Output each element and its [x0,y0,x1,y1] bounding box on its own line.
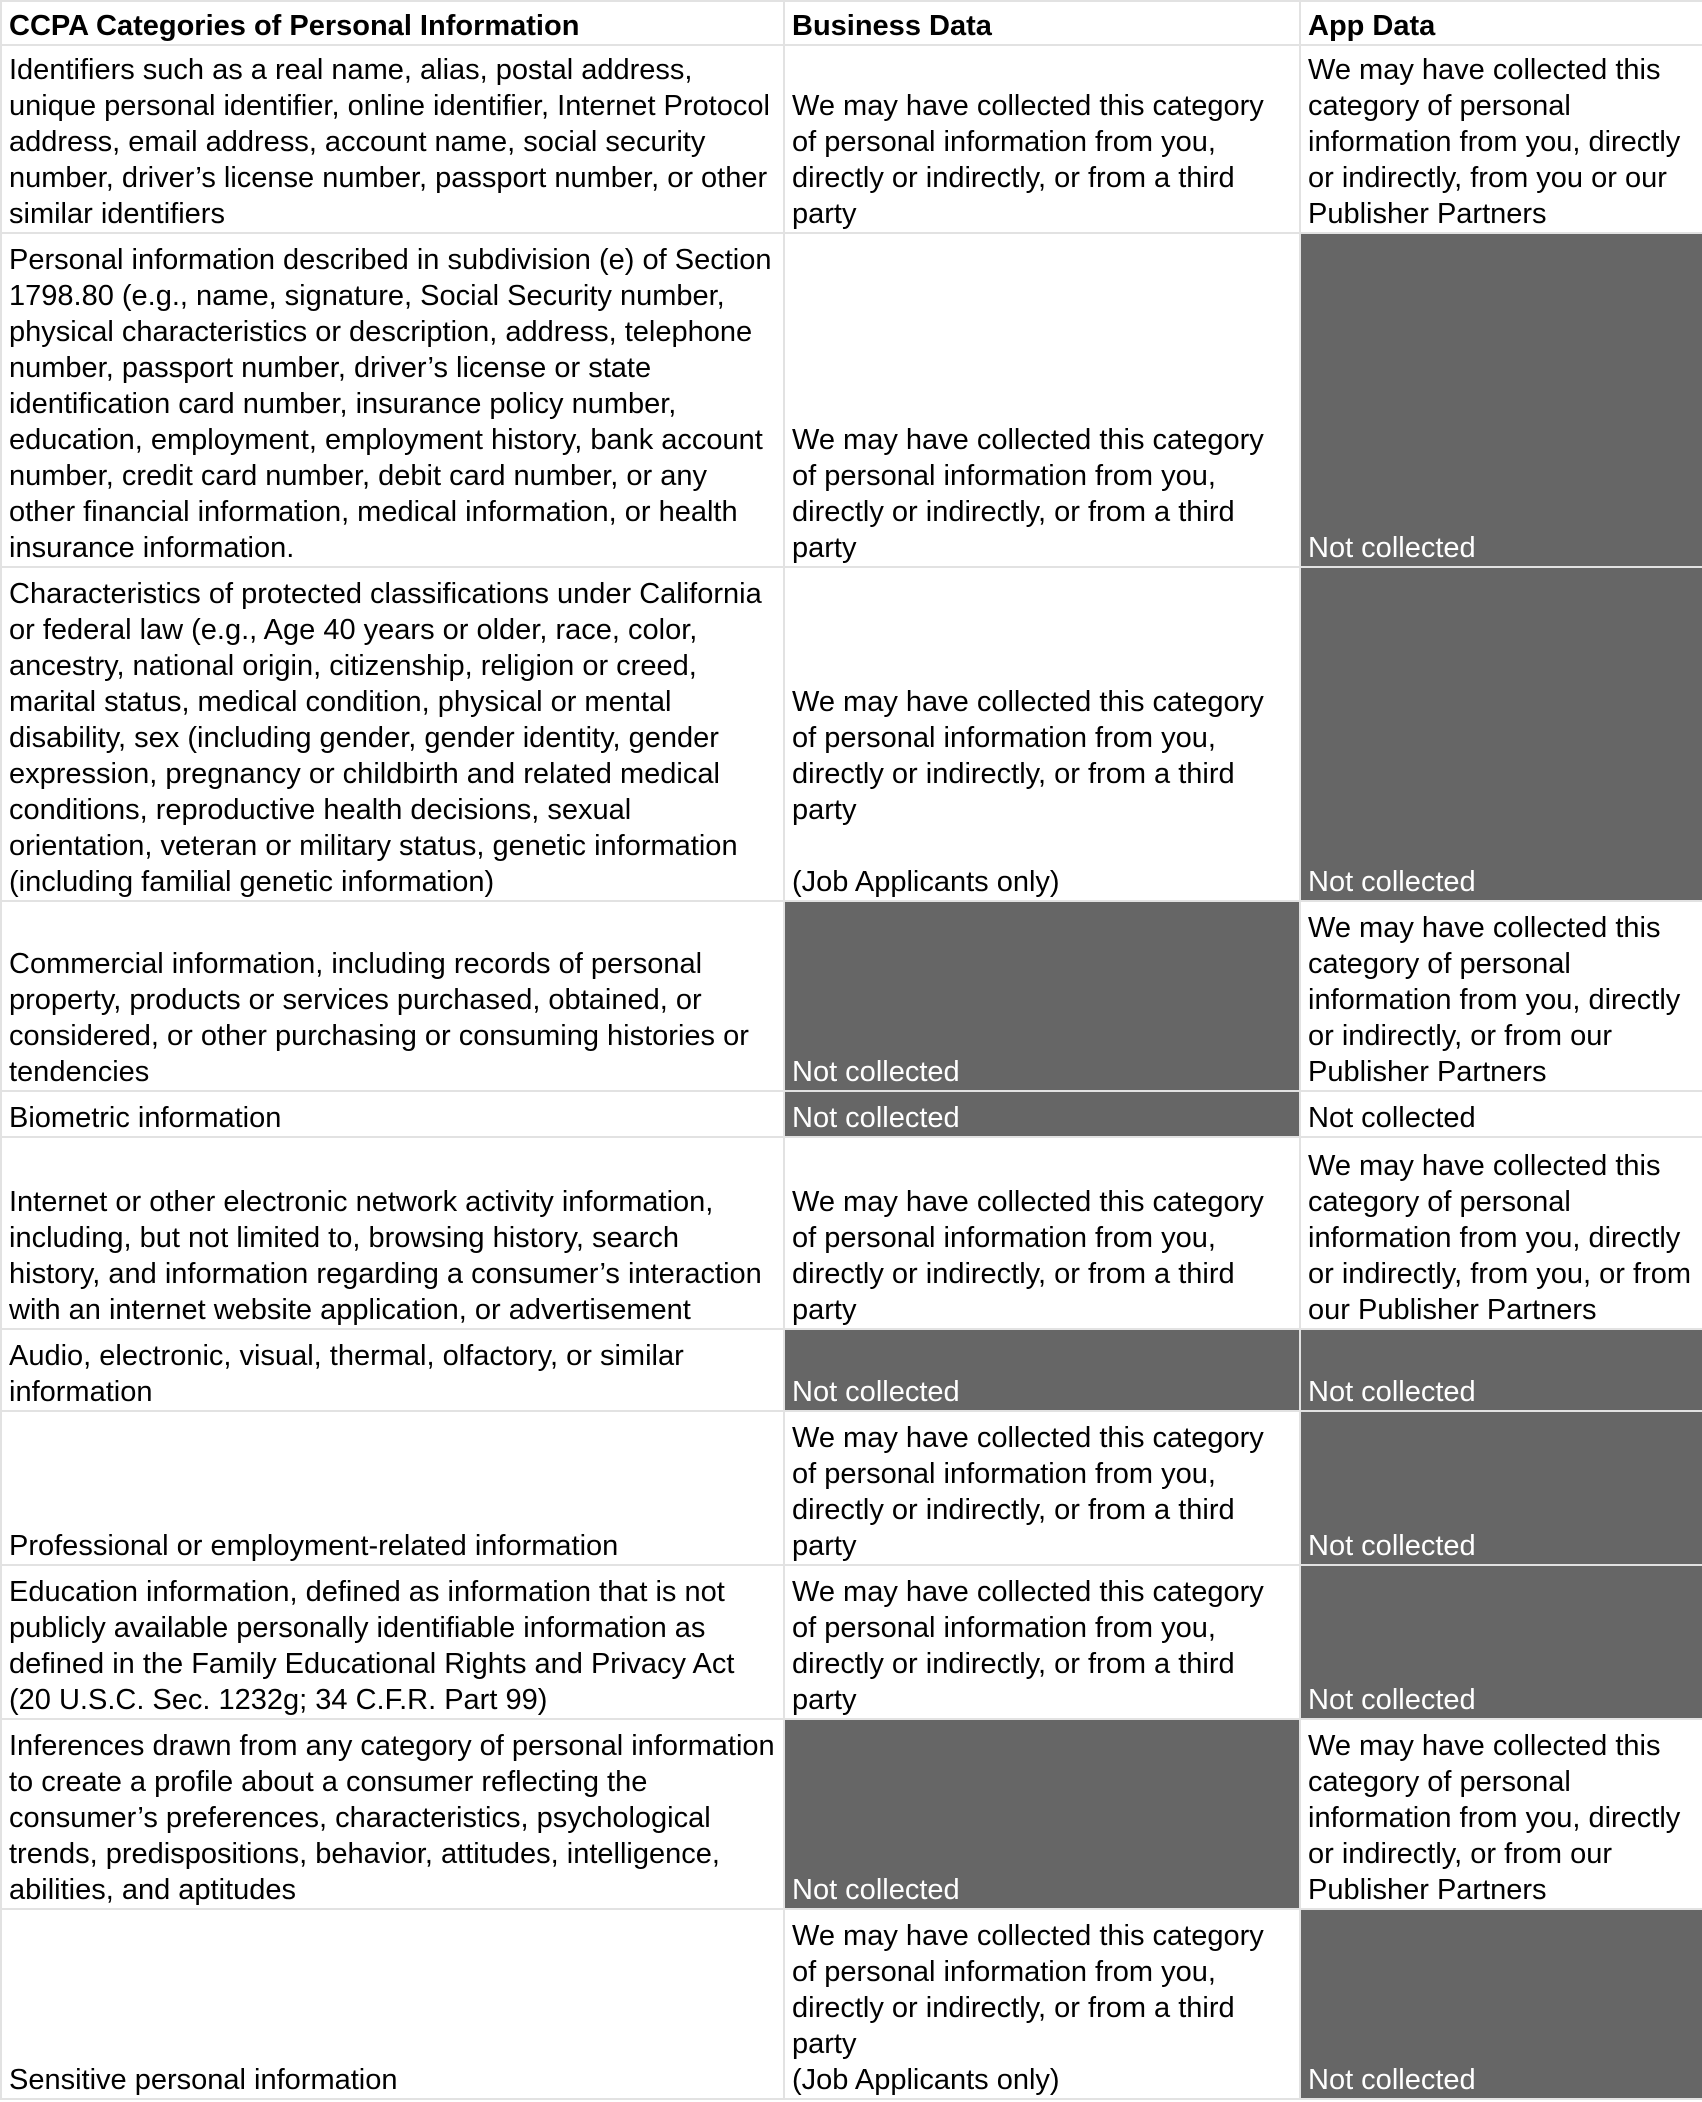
table-row-inferences [1,1719,1702,1909]
table-row-professional-information [1,1411,1702,1565]
category-cell: Commercial information, including records of personal property, products or services purchased, obtained, or considered, or other purchasing or consuming histories or tendencies [1,901,784,1091]
table-row-education-information [1,1565,1702,1719]
category-cell: Sensitive personal information [1,1909,784,2099]
table-row-protected-classifications [1,567,1702,901]
table-row-audio-visual [1,1329,1702,1411]
business-data-cell: We may have collected this category of personal information from you, directly or indirectly, or from a third party (Job Applicants only) [784,1909,1300,2099]
category-cell: Internet or other electronic network activity information, including, but not limited to, browsing history, search history, and information regarding a consumer’s interaction with an internet website application, or advertisement [1,1137,784,1329]
table-row-personal-information [1,233,1702,567]
category-cell: Inferences drawn from any category of personal information to create a profile about a consumer reflecting the consumer’s preferences, characteristics, psychological trends, predispositions, behavior, attitudes, intelligence, abilities, and aptitudes [1,1719,784,1909]
app-data-cell: We may have collected this category of personal information from you, directly or indirectly, from you or our Publisher Partners [1300,45,1702,233]
app-data-cell: Not collected [1300,1565,1702,1719]
app-data-cell: Not collected [1300,567,1702,901]
category-cell: Biometric information [1,1091,784,1137]
table-row-network-activity [1,1137,1702,1329]
app-data-cell: We may have collected this category of personal information from you, directly or indirectly, from you, or from our Publisher Partners [1300,1137,1702,1329]
header-row [1,1,1702,45]
business-data-cell: We may have collected this category of personal information from you, directly or indirectly, or from a third party [784,1411,1300,1565]
header-category: CCPA Categories of Personal Information [1,1,784,45]
app-data-cell: We may have collected this category of personal information from you, directly or indirectly, or from our Publisher Partners [1300,1719,1702,1909]
business-data-cell: Not collected [784,1719,1300,1909]
business-data-cell: We may have collected this category of personal information from you, directly or indirectly, or from a third party [784,1137,1300,1329]
category-cell: Audio, electronic, visual, thermal, olfactory, or similar information [1,1329,784,1411]
table-row-biometric-information [1,1091,1702,1137]
header-business-data: Business Data [784,1,1300,45]
app-data-cell: Not collected [1300,1091,1702,1137]
business-data-cell: We may have collected this category of personal information from you, directly or indirectly, or from a third party [784,45,1300,233]
header-app-data: App Data [1300,1,1702,45]
business-data-cell: We may have collected this category of personal information from you, directly or indirectly, or from a third party (Job Applicants only) [784,567,1300,901]
category-cell: Personal information described in subdivision (e) of Section 1798.80 (e.g., name, signature, Social Security number, physical characteristics or description, address, telephone number, passport number, driver’s license or state identification card number, insurance policy number, education, employment, employment history, bank account number, credit card number, debit card number, or any other financial information, medical information, or health insurance information. [1,233,784,567]
business-data-cell: Not collected [784,901,1300,1091]
table-row-identifiers [1,45,1702,233]
business-data-cell: Not collected [784,1091,1300,1137]
business-data-cell: We may have collected this category of personal information from you, directly or indirectly, or from a third party [784,1565,1300,1719]
business-data-cell: Not collected [784,1329,1300,1411]
app-data-cell: Not collected [1300,1909,1702,2099]
business-data-cell: We may have collected this category of personal information from you, directly or indirectly, or from a third party [784,233,1300,567]
category-cell: Professional or employment-related information [1,1411,784,1565]
table-row-commercial-information [1,901,1702,1091]
category-cell: Identifiers such as a real name, alias, postal address, unique personal identifier, online identifier, Internet Protocol address, email address, account name, social security number, driver’s license number, passport number, or other similar identifiers [1,45,784,233]
app-data-cell: Not collected [1300,1329,1702,1411]
category-cell: Characteristics of protected classifications under California or federal law (e.g., Age 40 years or older, race, color, ancestry, national origin, citizenship, religion or creed, marital status, medical condition, physical or mental disability, sex (including gender, gender identity, gender expression, pregnancy or childbirth and related medical conditions, reproductive health decisions, sexual orientation, veteran or military status, genetic information (including familial genetic information) [1,567,784,901]
app-data-cell: Not collected [1300,233,1702,567]
table-row-sensitive-information [1,1909,1702,2099]
app-data-cell: Not collected [1300,1411,1702,1565]
category-cell: Education information, defined as information that is not publicly available personally identifiable information as defined in the Family Educational Rights and Privacy Act (20 U.S.C. Sec. 1232g; 34 C.F.R. Part 99) [1,1565,784,1719]
app-data-cell: We may have collected this category of personal information from you, directly or indirectly, or from our Publisher Partners [1300,901,1702,1091]
